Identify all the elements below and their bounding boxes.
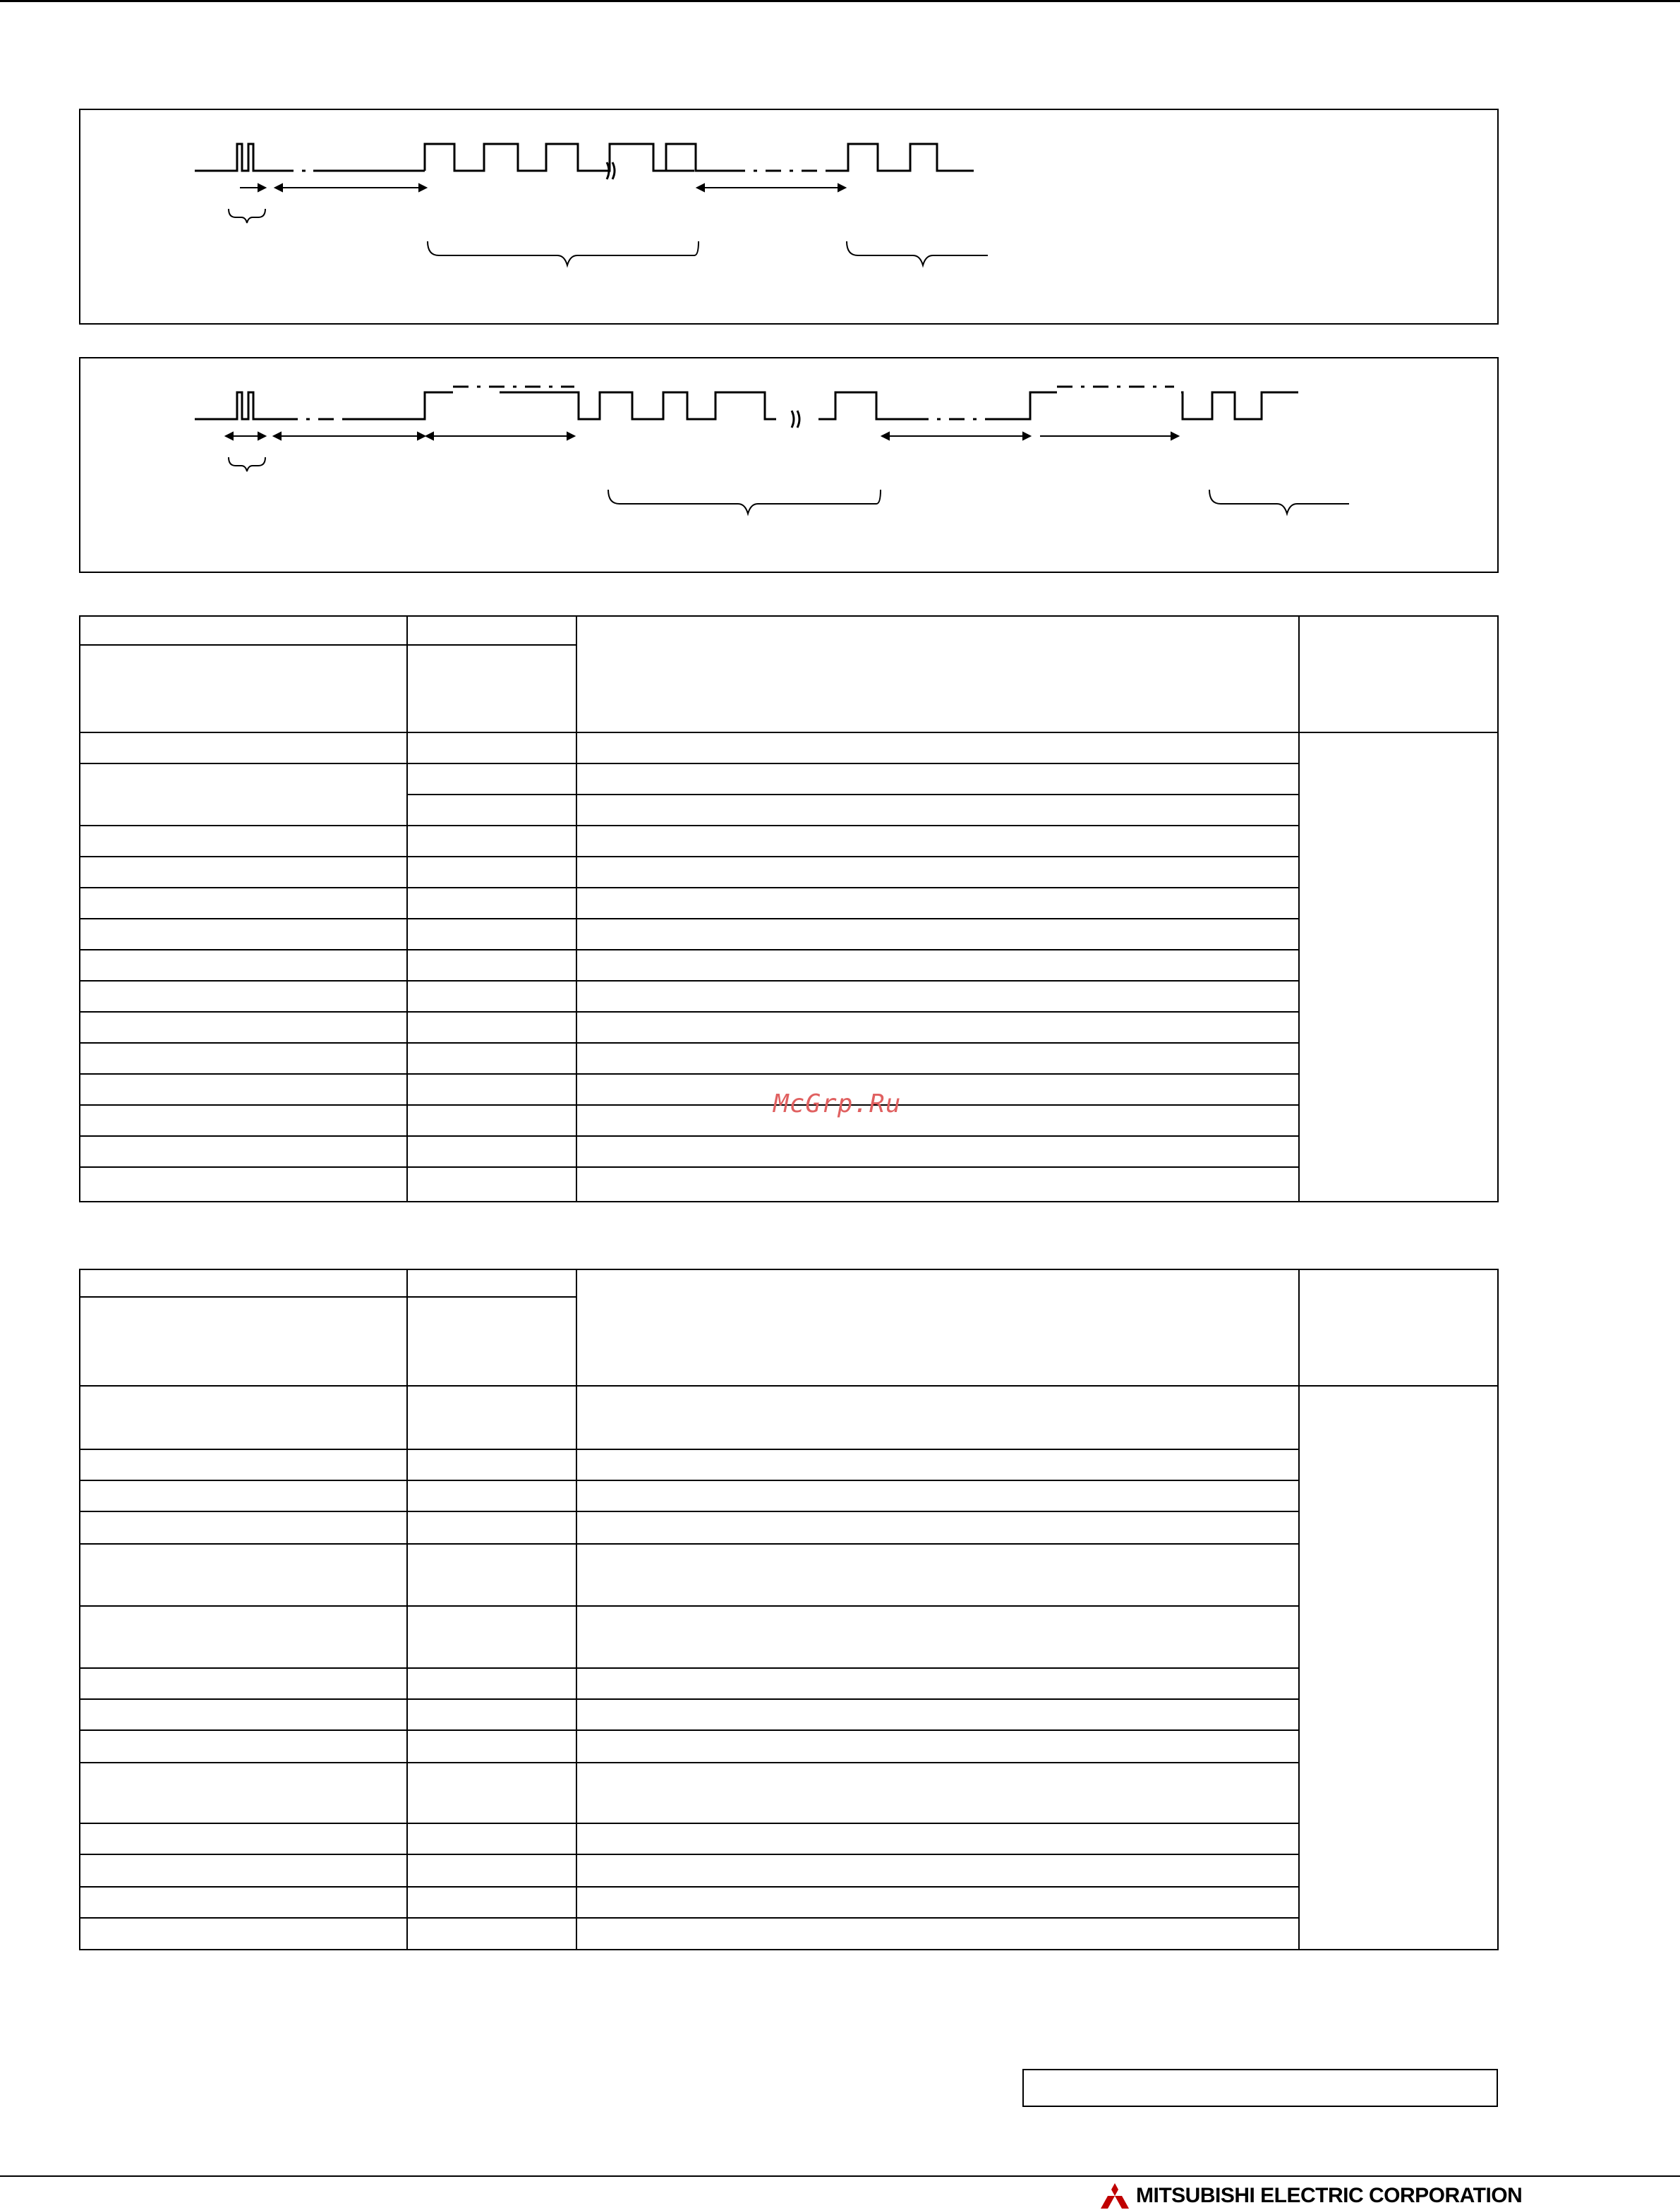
- table-2: [79, 1269, 1499, 1950]
- company-name: MITSUBISHI ELECTRIC CORPORATION: [1136, 2184, 1523, 2207]
- bottom-rule: [0, 2175, 1680, 2177]
- top-rule: [0, 0, 1680, 2]
- table-2-grid: [79, 1269, 1499, 1950]
- watermark-text: McGrp.Ru: [773, 1089, 902, 1118]
- waveform-2: [80, 358, 1500, 574]
- timing-diagram-1: [79, 109, 1499, 325]
- company-logo: [1101, 2183, 1522, 2209]
- footer-box: [1022, 2069, 1498, 2107]
- timing-diagram-2: [79, 357, 1499, 573]
- waveform-1: [80, 110, 1500, 326]
- three-diamonds-icon: [1101, 2183, 1129, 2209]
